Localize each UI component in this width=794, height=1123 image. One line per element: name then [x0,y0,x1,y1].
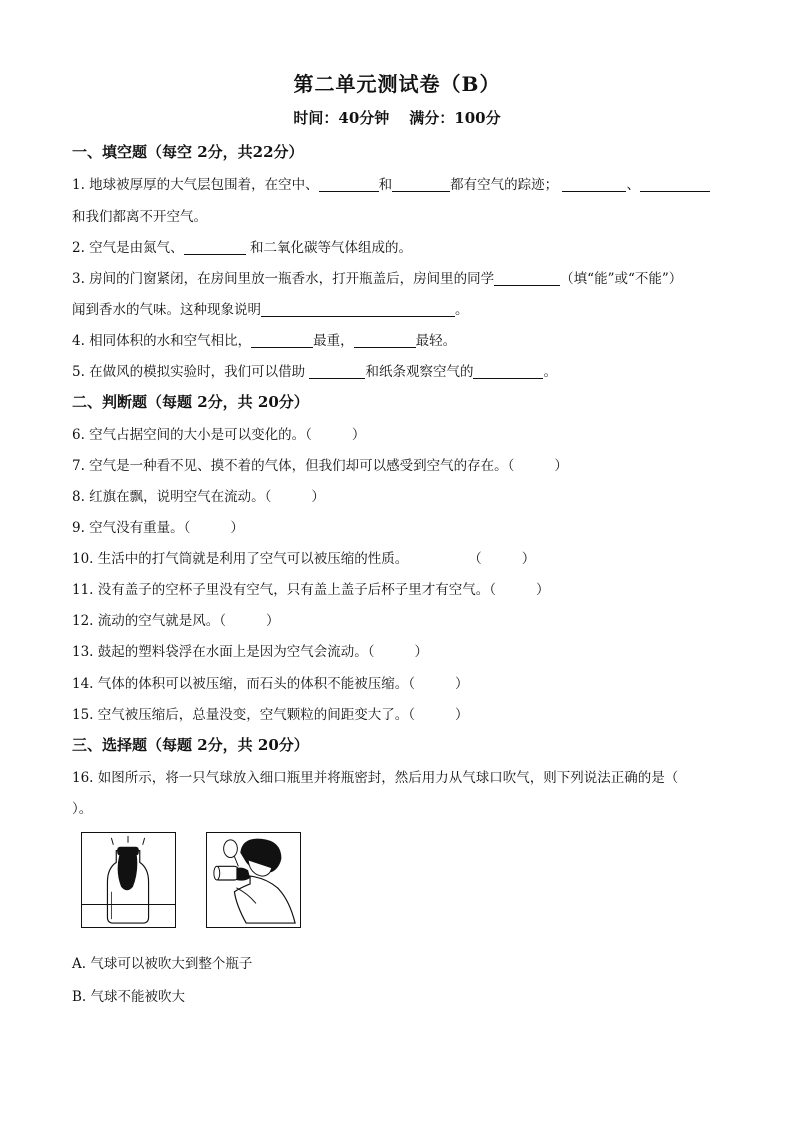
question-4: 4. 相同体积的水和空气相比， 最重， 最轻。 [72,333,457,349]
question-6: 6. 空气占据空间的大小是可以变化的。（ ） [72,427,366,443]
question-8: 8. 红旗在飘，说明空气在流动。（ ） [72,489,325,505]
question-5: 5. 在做风的模拟实验时，我们可以借助 和纸条观察空气的 。 [72,364,557,380]
answer-blank[interactable] [309,364,365,379]
question-16-cont: ）。 [72,801,93,817]
question-16: 16. 如图所示，将一只气球放入细口瓶里并将瓶密封，然后用力从气球口吹气，则下列说法正确的是（ [72,770,679,786]
question-7: 7. 空气是一种看不见、摸不着的气体，但我们却可以感受到空气的存在。（ ） [72,458,568,474]
answer-blank[interactable] [319,177,379,192]
question-3: 3. 房间的门窗紧闭，在房间里放一瓶香水，打开瓶盖后，房间里的同学 （填“能”或“不能”） [72,271,683,287]
question-12: 12. 流动的空气就是风。（ ） [72,613,280,629]
exam-info [0,107,794,128]
section-heading-true-false: 二、判断题（每题 2分，共 20分） [72,393,309,411]
answer-blank[interactable] [354,333,416,348]
question-9: 9. 空气没有重量。（ ） [72,520,244,536]
question-13: 13. 鼓起的塑料袋浮在水面上是因为空气会流动。（ ） [72,644,429,660]
page-title: 第二单元测试卷（B） [293,72,501,96]
question-14: 14. 气体的体积可以被压缩，而石头的体积不能被压缩。（ ） [72,676,469,692]
child-blowing-figure [206,832,301,928]
section-heading-fill-blank: 一、填空题（每空 2分，共22分） [72,143,304,161]
answer-blank[interactable] [261,302,455,317]
bottle-balloon-figure [81,832,176,928]
bottle-balloon-illustration [82,833,175,927]
answer-blank[interactable] [562,177,626,192]
full-score: 满分：100分 [409,109,501,127]
question-3-cont: 闻到香水的气味。这种现象说明 。 [72,302,469,318]
answer-blank[interactable] [494,271,560,286]
question-15: 15. 空气被压缩后，总量没变，空气颗粒的间距变大了。（ ） [72,707,469,723]
child-blowing-illustration [207,833,300,927]
section-heading-multiple-choice: 三、选择题（每题 2分，共 20分） [72,736,309,754]
answer-blank[interactable] [251,333,313,348]
answer-blank[interactable] [184,240,246,255]
option-a[interactable]: A. 气球可以被吹大到整个瓶子 [72,956,253,972]
option-b[interactable]: B. 气球不能被吹大 [72,989,186,1005]
answer-blank[interactable] [473,364,543,379]
question-2: 2. 空气是由氮气、 和二氧化碳等气体组成的。 [72,240,412,256]
question-11: 11. 没有盖子的空杯子里没有空气，只有盖上盖子后杯子里才有空气。（ ） [72,582,550,598]
question-1-cont: 和我们都离不开空气。 [72,209,207,225]
time-limit: 时间：40分钟 [293,109,390,127]
answer-blank[interactable] [392,177,450,192]
question-10: 10. 生活中的打气筒就是利用了空气可以被压缩的性质。 （ ） [72,551,536,567]
question-1: 1. 地球被厚厚的大气层包围着，在空中、 和 都有空气的踪迹； 、 [72,173,722,193]
answer-blank[interactable] [640,177,710,192]
